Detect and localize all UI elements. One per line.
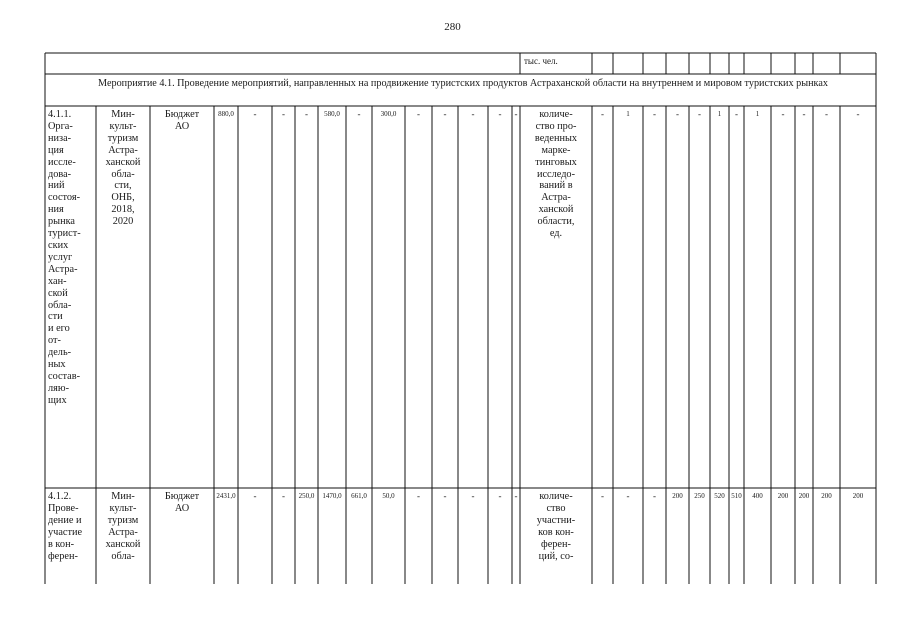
row-1-amount-8: - bbox=[417, 109, 420, 119]
row-2-amount-5: 1470,0 bbox=[322, 492, 342, 500]
row-1-value-7: - bbox=[735, 109, 738, 119]
row-2-value-7: 510 bbox=[731, 492, 742, 500]
row-1-amount-9: - bbox=[443, 109, 447, 119]
section-title: Мероприятие 4.1. Проведение мероприятий, направленных на продвижение туристских продуктов Астраханской области на внутреннем и мировом туристских рынках bbox=[98, 78, 828, 89]
row-1-value-4: - bbox=[676, 109, 679, 119]
row-2-indicator: количе- ство участни- ков кон- ферен- ций, со- bbox=[536, 491, 576, 562]
row-2-value-8: 400 bbox=[752, 492, 763, 500]
row-1-funding-source: Бюджет АО bbox=[164, 109, 200, 132]
row-1-amount-6: - bbox=[357, 109, 361, 119]
row-1-amount-3: - bbox=[282, 109, 285, 119]
row-2-value-6: 520 bbox=[714, 492, 725, 500]
row-1-value-9: - bbox=[781, 109, 785, 119]
row-1-amount-1: 880,0 bbox=[218, 110, 234, 118]
row-2-amount-2: - bbox=[253, 491, 257, 501]
row-2-value-10: 200 bbox=[798, 492, 810, 500]
row-2-amount-6: 661,0 bbox=[351, 492, 367, 500]
row-2-amount-4: 250,0 bbox=[298, 492, 315, 500]
row-1-value-3: - bbox=[653, 109, 656, 119]
row-2-value-5: 250 bbox=[694, 492, 705, 500]
row-2-amount-9: - bbox=[443, 491, 447, 501]
row-1-value-6: 1 bbox=[717, 110, 722, 118]
row-1-value-2: 1 bbox=[626, 110, 630, 118]
row-1-code-name: 4.1.1. Орга- низа- ция иссле- дова- ний состоя- ния рынка турист- ских услуг Астра- хан- ской обла- сти и его от- дель- ных состав- ляю- щих bbox=[48, 109, 81, 406]
row-1-amount-2: - bbox=[253, 109, 257, 119]
row-2-amount-10: - bbox=[471, 491, 475, 501]
row-1-value-10: - bbox=[802, 109, 806, 119]
row-1-amount-5: 580,0 bbox=[324, 110, 340, 118]
row-2-value-9: 200 bbox=[777, 492, 789, 500]
row-2-amount-3: - bbox=[282, 491, 285, 501]
row-2-value-11: 200 bbox=[821, 492, 832, 500]
row-1-value-5: - bbox=[698, 109, 701, 119]
row-1-amount-12: - bbox=[514, 109, 518, 119]
row-1-indicator: количе- ство про- веденных марке- тинговых исследо- ваний в Астра- ханской области, ед. bbox=[534, 109, 578, 240]
row-2-amount-7: 50,0 bbox=[382, 492, 395, 500]
row-1-value-1: - bbox=[601, 109, 604, 119]
row-2-funding-source: Бюджет АО bbox=[164, 491, 200, 514]
row-1-executor: Мин- культ- туризм Астра- ханской обла- сти, ОНБ, 2018, 2020 bbox=[105, 109, 141, 228]
row-1-amount-7: 300,0 bbox=[380, 110, 397, 118]
row-2-amount-12: - bbox=[514, 491, 518, 501]
row-2-value-12: 200 bbox=[852, 492, 864, 500]
unit-label: тыс. чел. bbox=[524, 56, 558, 66]
row-1-amount-10: - bbox=[471, 109, 475, 119]
row-2-value-3: - bbox=[653, 491, 656, 501]
row-1-value-12: - bbox=[856, 109, 860, 119]
page-number: 280 bbox=[444, 21, 461, 33]
row-2-code-name: 4.1.2. Прове- дение и участие в кон- ферен- bbox=[48, 491, 83, 562]
row-2-amount-8: - bbox=[417, 491, 420, 501]
row-2-value-2: - bbox=[626, 491, 630, 501]
row-2-value-1: - bbox=[601, 491, 604, 501]
row-1-value-11: - bbox=[825, 109, 828, 119]
row-2-value-4: 200 bbox=[672, 492, 683, 500]
row-2-executor: Мин- культ- туризм Астра- ханской обла- bbox=[105, 491, 141, 562]
row-1-value-8: 1 bbox=[755, 110, 760, 118]
row-2-amount-1: 2431,0 bbox=[216, 492, 236, 500]
row-2-amount-11: - bbox=[498, 491, 502, 501]
row-1-amount-11: - bbox=[498, 109, 502, 119]
row-1-amount-4: - bbox=[305, 109, 308, 119]
